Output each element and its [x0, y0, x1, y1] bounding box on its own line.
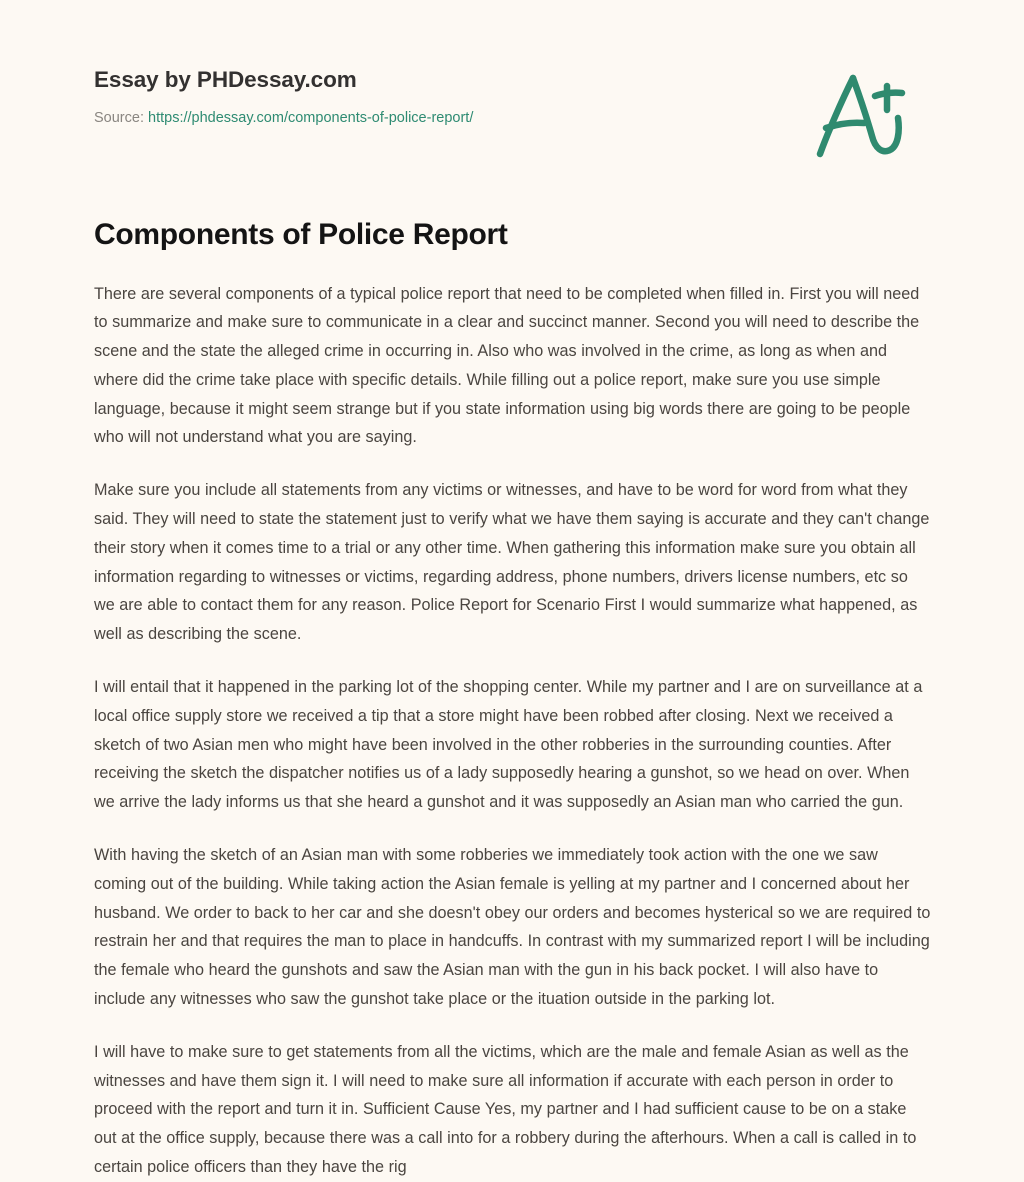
article-paragraph: With having the sketch of an Asian man with some robberies we immediately took action with the one we saw coming out of the building. While taking action the Asian female is yelling at my partner and I concerned about her husband. We order to back to her car and she doesn't obey our orders and becomes hysterical so we are required to restrain her and that requires the man to place in handcuffs. In contrast with my summarized report I will be including the female who heard the gunshots and saw the Asian man with the gun in his back pocket. I will also have to include any witnesses who saw the gunshot take place or the ituation outside in the parking lot. — [94, 846, 931, 1009]
document-header — [94, 66, 930, 166]
article-paragraph: There are several components of a typical police report that need to be completed when filled in. First you will need to summarize and make sure to communicate in a clear and succinct manner. Second you will need to describe the scene and the state the alleged crime in occurring in. Also who was involved in the crime, as long as when and where did the crime take place with specific details. While filling out a police report, make sure you use simple language, because it might seem strange but if you state information using big words there are going to be people who will not understand what you are saying. — [94, 284, 920, 447]
article-paragraph: I will entail that it happened in the parking lot of the shopping center. While my partner and I are on surveillance at a local office supply store we received a tip that a store might have been robbed after closing. Next we received a sketch of two Asian men who might have been involved in the other robberies in the surrounding counties. After receiving the sketch the dispatcher notifies us of a lady supposedly hearing a gunshot, so we head on over. When we arrive the lady informs us that she heard a gunshot and it was supposedly an Asian man who carried the gun. — [94, 678, 923, 812]
article-body — [94, 280, 932, 1182]
article — [94, 216, 932, 1182]
brand-title: Essay by PHDessay.com — [94, 67, 357, 92]
source-label: Source: — [94, 110, 144, 126]
a-plus-grade-icon — [812, 66, 912, 162]
source-line — [94, 109, 930, 128]
article-paragraph: Make sure you include all statements from any victims or witnesses, and have to be word for word from what they said. They will need to state the statement just to verify what we have them saying is accurate and they can't change their story when it comes time to a trial or any other time. When gathering this information make sure you obtain all information regarding to witnesses or victims, regarding address, phone numbers, drivers license numbers, etc so we are able to contact them for any reason. Police Report for Scenario First I would summarize what happened, as well as describing the scene. — [94, 481, 930, 644]
page-title: Components of Police Report — [94, 218, 508, 251]
phdessay-logo — [812, 66, 912, 162]
article-paragraph: I will have to make sure to get statements from all the victims, which are the male and female Asian as well as the witnesses and have them sign it. I will need to make sure all information if accurate with each person in order to proceed with the report and turn it in. Sufficient Cause Yes, my partner and I had sufficient cause to be on a stake out at the office supply, because there was a call into for a robbery during the afterhours. When a call is called in to certain police officers than they have the rig — [94, 1042, 917, 1177]
source-url-link[interactable]: https://phdessay.com/components-of-police-report/ — [148, 110, 474, 126]
